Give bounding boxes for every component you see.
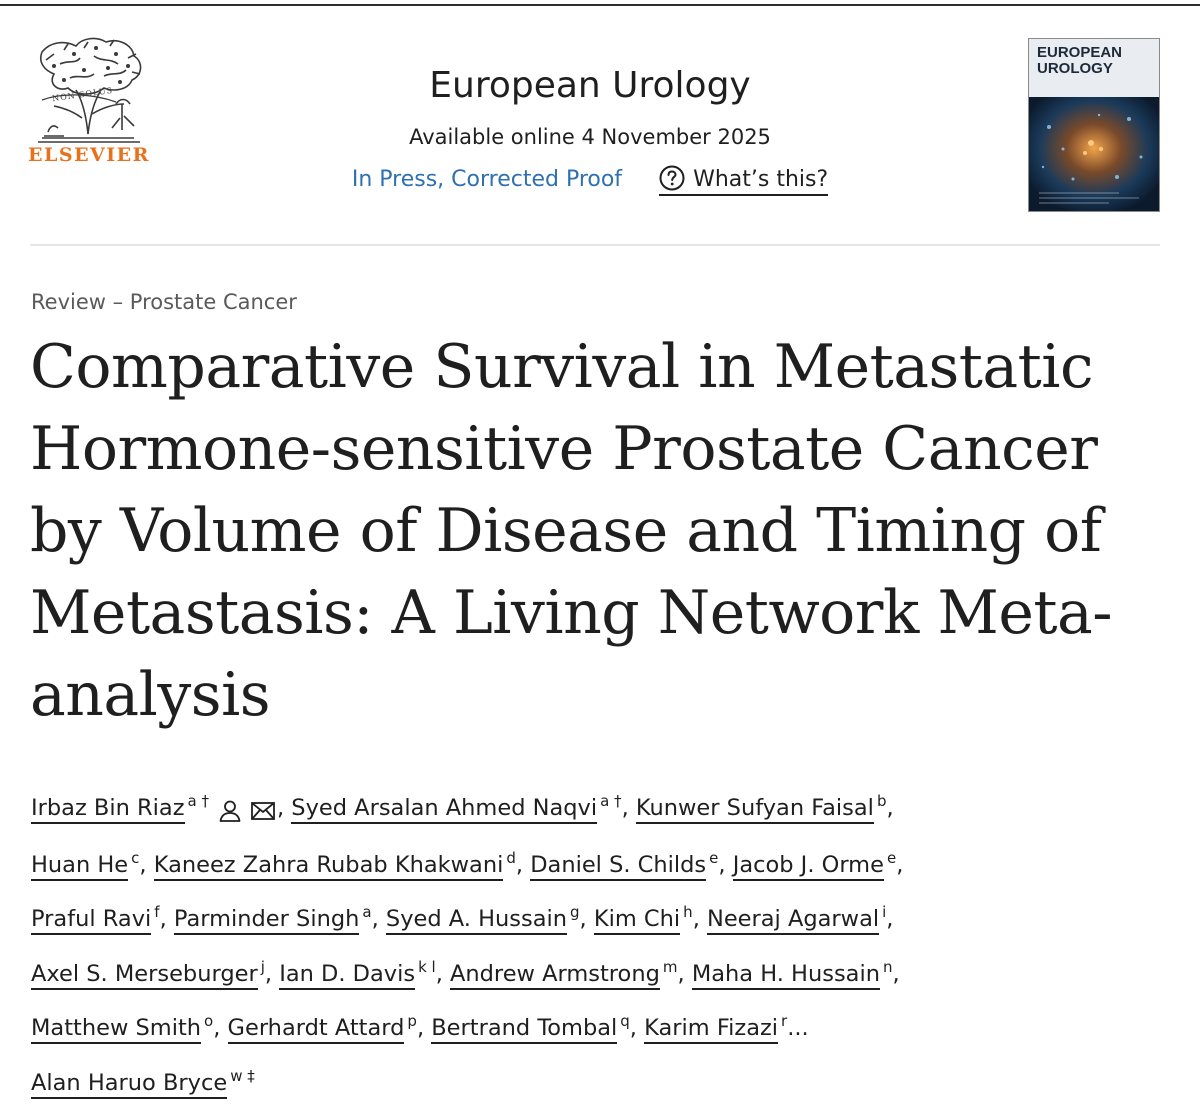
author-affiliation: k l [418, 957, 436, 976]
author-item [644, 1012, 809, 1042]
article-type: Review – Prostate Cancer [31, 290, 297, 314]
press-status: In Press, Corrected Proof [351, 167, 623, 192]
article-status-row [200, 164, 980, 196]
author-link[interactable]: Andrew Armstrong [450, 961, 660, 990]
author-affiliation: a [362, 903, 372, 922]
author-item: Irbaz Bin Riaz $^{a \dagger}$ , [31, 795, 291, 821]
author-list [31, 778, 1171, 1108]
envelope-icon[interactable] [249, 798, 277, 824]
author-item: Gerhardt Attard $^p$, [228, 1015, 432, 1041]
author-link[interactable]: Kunwer Sufyan Faisal [636, 795, 874, 824]
author-affiliation: m [662, 957, 678, 976]
author-item: Maha H. Hussain $^n$, [692, 961, 900, 987]
author-item: Syed Arsalan Ahmed Naqvi $^{a \dagger}$, [291, 795, 636, 821]
author-affiliation: e [709, 848, 719, 867]
whats-this-label: What’s this? [693, 166, 829, 192]
author-link[interactable]: Matthew Smith [31, 1015, 201, 1044]
author-affiliation: i [882, 903, 887, 922]
journal-header [200, 60, 980, 196]
author-link[interactable]: Alan Haruo Bryce [31, 1070, 227, 1099]
author-affiliation: a † [600, 792, 622, 810]
question-circle-icon [659, 165, 685, 191]
author-affiliation: g [570, 903, 580, 922]
cover-header [1029, 39, 1159, 97]
author-link[interactable]: Karim Fizazi [644, 1015, 778, 1044]
author-item: Jacob J. Orme $^e$, [733, 852, 904, 878]
author-link[interactable]: Neeraj Agarwal [707, 906, 879, 935]
author-affiliation: w ‡ [230, 1066, 255, 1085]
author-item: Ian D. Davis $^{k l}$, [279, 961, 450, 987]
author-affiliation: r [781, 1012, 788, 1031]
author-link[interactable]: Kaneez Zahra Rubab Khakwani [154, 852, 504, 881]
availability-date: Available online 4 November 2025 [409, 125, 771, 149]
cover-artwork [1029, 97, 1159, 211]
author-link[interactable]: Axel S. Merseburger [31, 961, 258, 990]
author-link[interactable]: Bertrand Tombal [431, 1015, 617, 1044]
article-title: Comparative Survival in Metastatic Hormone-sensitive Prostate Cancer by Volume of Disease and Timing of Metastasis: A Living Network Meta-analysis [30, 332, 1113, 730]
author-item: Matthew Smith $^o$, [31, 1015, 228, 1041]
author-item: Bertrand Tombal $^q$, [431, 1015, 644, 1041]
cover-title-line2: UROLOGY [1037, 60, 1113, 77]
author-link[interactable]: Irbaz Bin Riaz [31, 795, 185, 824]
author-item: Syed A. Hussain $^g$, [386, 906, 594, 932]
author-affiliation: p [407, 1012, 417, 1031]
author-item: Praful Ravi $^f$, [31, 906, 174, 932]
top-rule [0, 4, 1200, 6]
author-item: Neeraj Agarwal $^i$, [707, 906, 893, 932]
author-item: Huan He $^c$, [31, 852, 154, 878]
author-affiliation: d [506, 848, 516, 867]
author-link[interactable]: Maha H. Hussain [692, 961, 880, 990]
author-affiliation: a † [187, 792, 209, 810]
author-affiliation: o [204, 1012, 214, 1031]
author-item: Kim Chi $^h$, [594, 906, 707, 932]
person-icon[interactable] [217, 798, 243, 824]
author-link[interactable]: Syed Arsalan Ahmed Naqvi [291, 795, 597, 824]
cover-title-line1: EUROPEAN [1037, 44, 1123, 61]
whats-this-button[interactable] [659, 165, 828, 196]
author-item: Kunwer Sufyan Faisal $^b$, [636, 795, 894, 821]
author-item: Daniel S. Childs $^e$, [530, 852, 732, 878]
author-link[interactable]: Gerhardt Attard [228, 1015, 405, 1044]
author-affiliation: f [154, 903, 160, 922]
author-link[interactable]: Kim Chi [594, 906, 680, 935]
author-affiliation: e [886, 848, 897, 867]
author-link[interactable]: Syed A. Hussain [386, 906, 567, 935]
authors-ellipsis-button[interactable]: ... [787, 1015, 809, 1042]
author-affiliation: b [876, 792, 887, 810]
author-item: Andrew Armstrong $^m$, [450, 961, 692, 987]
author-affiliation: n [882, 957, 893, 976]
author-link[interactable]: Jacob J. Orme [733, 852, 884, 881]
author-item: Axel S. Merseburger $^j$, [31, 961, 279, 987]
author-item [31, 1066, 255, 1096]
author-link[interactable]: Huan He [31, 852, 128, 881]
author-link[interactable]: Daniel S. Childs [530, 852, 706, 881]
author-affiliation: c [131, 848, 140, 867]
header-divider [30, 244, 1160, 246]
author-link[interactable]: Parminder Singh [174, 906, 360, 935]
author-link[interactable]: Ian D. Davis [279, 961, 415, 990]
journal-cover-thumbnail[interactable] [1028, 38, 1160, 212]
author-affiliation: h [683, 903, 693, 922]
publisher-name: ELSEVIER [28, 144, 150, 166]
journal-title-link[interactable]: European Urology [429, 65, 751, 106]
author-item: Kaneez Zahra Rubab Khakwani $^d$, [154, 852, 530, 878]
author-affiliation: j [260, 957, 265, 976]
author-link[interactable]: Praful Ravi [31, 906, 151, 935]
elsevier-motto: NON SOLUS [51, 85, 114, 104]
author-affiliation: q [620, 1012, 630, 1031]
author-item: Parminder Singh $^a$, [174, 906, 386, 932]
author-icon-group [217, 787, 277, 835]
